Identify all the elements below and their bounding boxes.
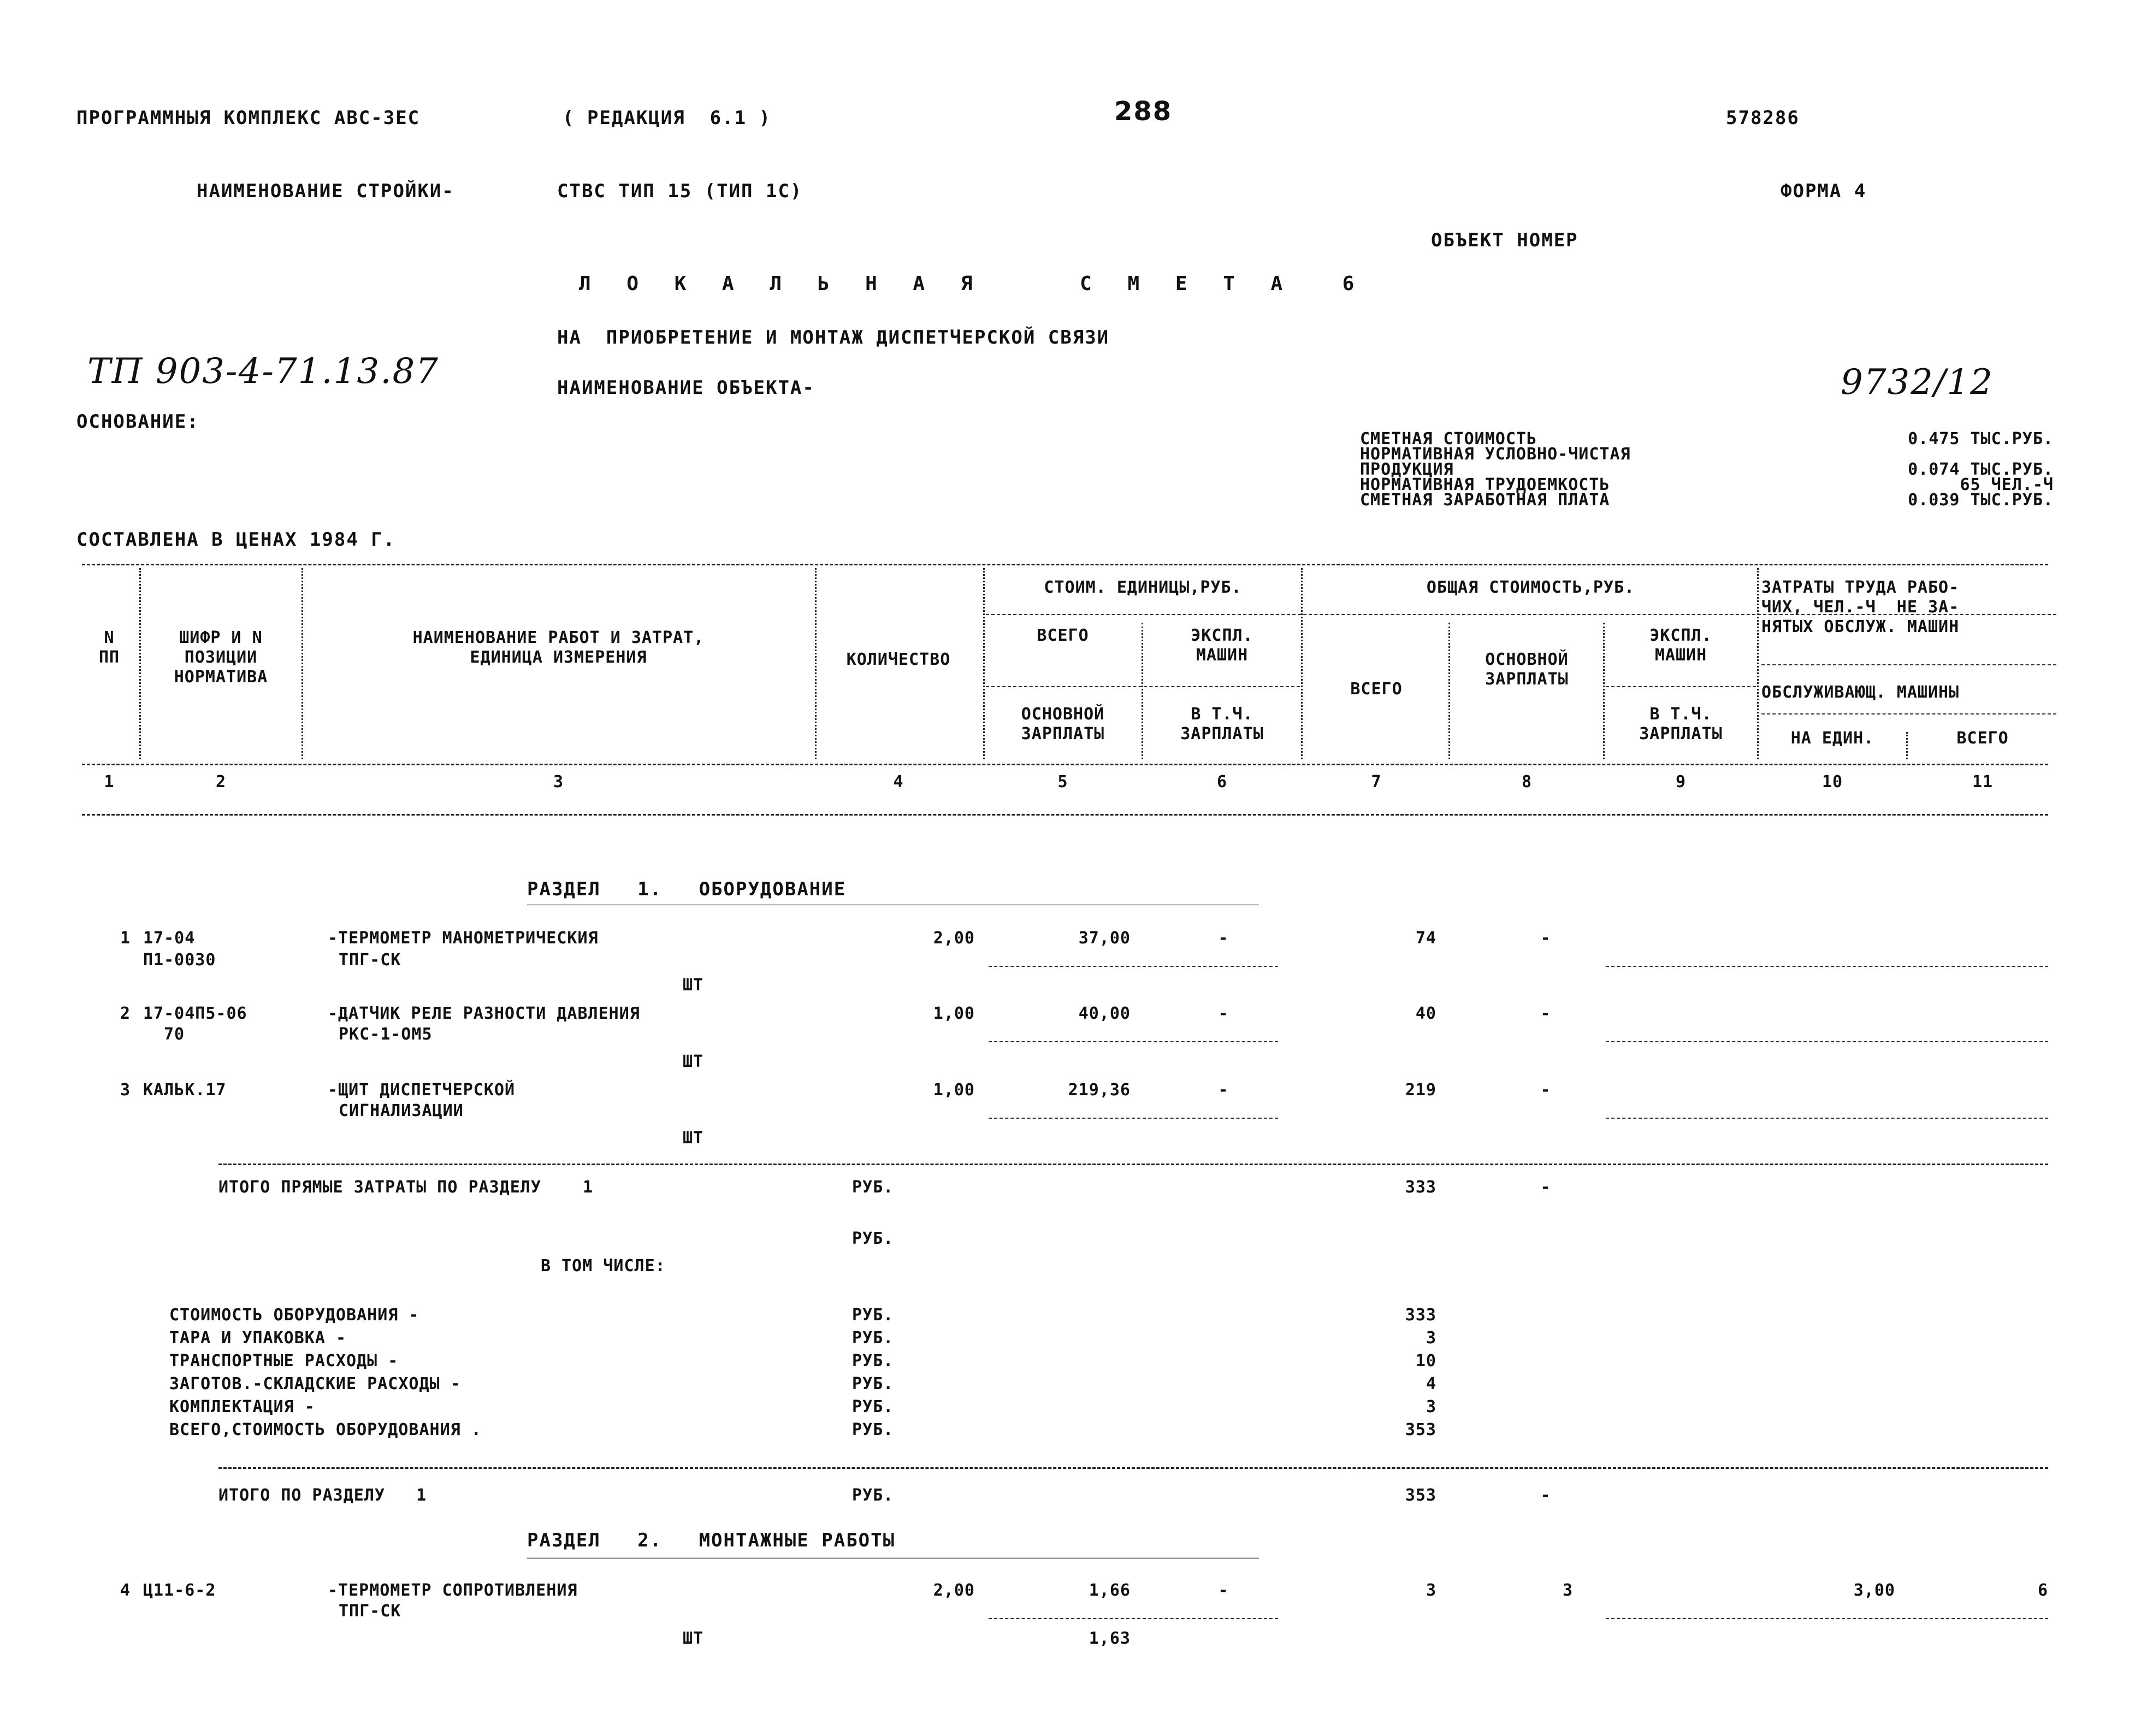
- summary-label: СМЕТНАЯ ЗАРАБОТНАЯ ПЛАТА: [1360, 491, 1610, 510]
- item-number: 4: [120, 1581, 131, 1600]
- summary-value: 0.475 ТЫС.РУБ.: [1908, 429, 2054, 448]
- col-number: 4: [893, 772, 904, 792]
- dash-value: -: [1540, 1486, 1551, 1505]
- breakdown-unit: РУБ.: [852, 1351, 894, 1371]
- header-ekspl: ЭКСПЛ. МАШИН: [1191, 626, 1253, 665]
- summary-value: 0.074 ТЫС.РУБ.: [1908, 460, 2054, 479]
- breakdown-label: ВСЕГО,СТОИМОСТЬ ОБОРУДОВАНИЯ .: [169, 1420, 482, 1439]
- col-divider: [139, 568, 141, 759]
- summary-label: СМЕТНАЯ СТОИМОСТЬ: [1360, 429, 1537, 448]
- row-rule: [1606, 1041, 2048, 1042]
- col-divider: [1301, 568, 1303, 759]
- row-rule: [989, 966, 1278, 967]
- item-total: 3: [1426, 1581, 1436, 1600]
- item-code: 17-04П5-06: [143, 1004, 247, 1023]
- item-code: Ц11-6-2: [143, 1581, 216, 1600]
- col-number: 1: [104, 772, 115, 792]
- item-price: 219,36: [1068, 1080, 1131, 1100]
- header-shifr: ШИФР И N ПОЗИЦИИ НОРМАТИВА: [174, 628, 268, 687]
- page-number: 288: [1114, 96, 1173, 127]
- header-total-vsego: ВСЕГО: [1350, 680, 1403, 699]
- row-rule: [989, 1618, 1278, 1619]
- header-total-ekspl: ЭКСПЛ. МАШИН: [1649, 626, 1712, 665]
- header-osn-zarp: ОСНОВНОЙ ЗАРПЛАТЫ: [1021, 705, 1105, 743]
- section1-total-label: ИТОГО ПО РАЗДЕЛУ 1: [218, 1486, 427, 1505]
- header-vt-zarp: В Т.Ч. ЗАРПЛАТЫ: [1180, 705, 1264, 743]
- header-qty: КОЛИЧЕСТВО: [846, 650, 951, 669]
- col-divider: [1603, 623, 1605, 759]
- item-ekspl: -: [1218, 1080, 1229, 1100]
- header-labor-vsego: ВСЕГО: [1956, 729, 2009, 748]
- breakdown-label: СТОИМОСТЬ ОБОРУДОВАНИЯ -: [169, 1306, 419, 1325]
- rub-unit: РУБ.: [852, 1229, 894, 1248]
- handwritten-project-code: ТП 903-4-71.13.87: [87, 351, 439, 392]
- col-number: 8: [1521, 772, 1533, 792]
- edition: ( РЕДАКЦИЯ 6.1 ): [563, 107, 771, 129]
- breakdown-list: [0, 1306, 2129, 1448]
- header-n: N ПП: [98, 628, 120, 667]
- breakdown-unit: РУБ.: [852, 1420, 894, 1439]
- item-price: 37,00: [1078, 929, 1131, 948]
- item-name2: РКС-1-ОМ5: [339, 1025, 433, 1044]
- section2-title: РАЗДЕЛ 2. МОНТАЖНЫЕ РАБОТЫ: [527, 1530, 896, 1551]
- stroika-name: СТВС ТИП 15 (ТИП 1С): [557, 180, 803, 202]
- rub-unit: РУБ.: [852, 1178, 894, 1197]
- summary-value: 0.039 ТЫС.РУБ.: [1908, 491, 2054, 510]
- osnovanie-label: ОСНОВАНИЕ:: [76, 411, 199, 433]
- item-ekspl: -: [1218, 1581, 1229, 1600]
- row-rule: [989, 1041, 1278, 1042]
- col-number: 3: [553, 772, 564, 792]
- column-numbers-row: [0, 772, 2129, 794]
- item-qty: 2,00: [933, 1581, 975, 1600]
- direct-costs-total: 333: [1405, 1178, 1436, 1197]
- header-total-vt: В Т.Ч. ЗАРПЛАТЫ: [1639, 705, 1723, 743]
- row-rule: [1606, 966, 2048, 967]
- item-unit: ШТ: [683, 976, 704, 995]
- dash-value: -: [1540, 1178, 1551, 1197]
- item-osn: -: [1540, 1080, 1551, 1100]
- document-title: Л О К А Л Ь Н А Я С М Е Т А 6: [579, 273, 1367, 295]
- col-number: 11: [1972, 772, 1994, 792]
- col-number: 6: [1216, 772, 1228, 792]
- row-rule: [1606, 1118, 2048, 1119]
- header-vsego: ВСЕГО: [1037, 626, 1089, 645]
- item-total: 74: [1415, 929, 1436, 948]
- header-name: НАИМЕНОВАНИЕ РАБОТ И ЗАТРАТ, ЕДИНИЦА ИЗМЕРЕНИЯ: [412, 628, 705, 667]
- rub-unit: РУБ.: [852, 1486, 894, 1505]
- item-qty: 2,00: [933, 929, 975, 948]
- col-number: 2: [215, 772, 227, 792]
- col-number: 9: [1675, 772, 1687, 792]
- item-osn: 3: [1562, 1581, 1573, 1600]
- breakdown-value: 3: [1426, 1328, 1436, 1348]
- item-price: 40,00: [1078, 1004, 1131, 1023]
- col-number: 5: [1057, 772, 1068, 792]
- breakdown-unit: РУБ.: [852, 1306, 894, 1325]
- direct-costs-label: ИТОГО ПРЯМЫЕ ЗАТРАТЫ ПО РАЗДЕЛУ 1: [218, 1178, 594, 1197]
- section1-underline: [527, 905, 1259, 906]
- object-number: ОБЪЕКТ НОМЕР: [1431, 229, 1578, 251]
- item-name2: СИГНАЛИЗАЦИИ: [339, 1101, 464, 1120]
- item-price: 1,66: [1089, 1581, 1131, 1600]
- handwritten-number: 9732/12: [1841, 362, 1994, 403]
- header-rule: [986, 686, 1300, 687]
- item-total: 40: [1415, 1004, 1436, 1023]
- item-number: 3: [120, 1080, 131, 1100]
- item-qty: 1,00: [933, 1004, 975, 1023]
- header-total-osn: ОСНОВНОЙ ЗАРПЛАТЫ: [1485, 650, 1569, 689]
- header-rule: [1761, 664, 2056, 665]
- col-number: 7: [1371, 772, 1382, 792]
- breakdown-label: ТАРА И УПАКОВКА -: [169, 1328, 347, 1348]
- labor-total: 6: [2037, 1581, 2048, 1600]
- breakdown-unit: РУБ.: [852, 1328, 894, 1348]
- item-osn: -: [1540, 1004, 1551, 1023]
- item-name: -ЩИТ ДИСПЕТЧЕРСКОЙ: [328, 1080, 516, 1100]
- forma-label: ФОРМА 4: [1781, 180, 1867, 202]
- header-unit-cost: СТОИМ. ЕДИНИЦЫ,РУБ.: [1044, 578, 1242, 597]
- document-subtitle: НА ПРИОБРЕТЕНИЕ И МОНТАЖ ДИСПЕТЧЕРСКОЙ СВЯЗИ: [557, 327, 1110, 349]
- col-divider: [1448, 623, 1450, 759]
- breakdown-value: 3: [1426, 1397, 1436, 1416]
- col-divider: [1142, 623, 1143, 759]
- document-code: 578286: [1726, 107, 1800, 129]
- breakdown-unit: РУБ.: [852, 1374, 894, 1393]
- prices-basis: СОСТАВЛЕНА В ЦЕНАХ 1984 Г.: [76, 529, 396, 551]
- item-unit: ШТ: [683, 1129, 704, 1148]
- item-code: КАЛЬК.17: [143, 1080, 227, 1100]
- breakdown-value: 353: [1405, 1420, 1436, 1439]
- labor-per-unit: 3,00: [1853, 1581, 1895, 1600]
- item-qty: 1,00: [933, 1080, 975, 1100]
- summary-value: 65 ЧЕЛ.-Ч: [1960, 475, 2054, 494]
- breakdown-label: КОМПЛЕКТАЦИЯ -: [169, 1397, 315, 1416]
- col-divider: [1906, 732, 1908, 759]
- breakdown-label: ТРАНСПОРТНЫЕ РАСХОДЫ -: [169, 1351, 399, 1371]
- item-code: 17-04: [143, 929, 196, 948]
- section-rule: [218, 1467, 2048, 1469]
- item-code2: П1-0030: [143, 950, 216, 970]
- item-number: 2: [120, 1004, 131, 1023]
- header-labor2: ОБСЛУЖИВАЮЩ. МАШИНЫ: [1761, 683, 1960, 702]
- breakdown-value: 10: [1415, 1351, 1436, 1371]
- item-unit: ШТ: [683, 1629, 704, 1648]
- v-tom-chisle-label: В ТОМ ЧИСЛЕ:: [541, 1256, 666, 1276]
- section1-title: РАЗДЕЛ 1. ОБОРУДОВАНИЕ: [527, 878, 847, 900]
- header-labor: ЗАТРАТЫ ТРУДА РАБО- ЧИХ, ЧЕЛ.-Ч НЕ ЗА- НЯТЫХ ОБСЛУЖ. МАШИН: [1761, 578, 1960, 636]
- col-divider: [983, 568, 985, 759]
- item-name: -ТЕРМОМЕТР СОПРОТИВЛЕНИЯ: [328, 1581, 578, 1600]
- header-rule: [1761, 713, 2056, 715]
- header-na-edin: НА ЕДИН.: [1790, 729, 1874, 748]
- item-name: -ДАТЧИК РЕЛЕ РАЗНОСТИ ДАВЛЕНИЯ: [328, 1004, 640, 1023]
- summary-label: НОРМАТИВНАЯ ТРУДОЕМКОСТЬ: [1360, 475, 1610, 494]
- breakdown-value: 4: [1426, 1374, 1436, 1393]
- table-top-rule: [82, 564, 2048, 565]
- item-number: 1: [120, 929, 131, 948]
- breakdown-label: ЗАГОТОВ.-СКЛАДСКИЕ РАСХОДЫ -: [169, 1374, 461, 1393]
- col-divider: [1757, 568, 1759, 759]
- section1-total-value: 353: [1405, 1486, 1436, 1505]
- item-name: -ТЕРМОМЕТР МАНОМЕТРИЧЕСКИЯ: [328, 929, 599, 948]
- item-osn: -: [1540, 929, 1551, 948]
- summary-block: [1360, 429, 2054, 510]
- breakdown-value: 333: [1405, 1306, 1436, 1325]
- breakdown-unit: РУБ.: [852, 1397, 894, 1416]
- row-rule: [989, 1118, 1278, 1119]
- col-divider: [301, 568, 303, 759]
- section-rule: [218, 1164, 2048, 1165]
- item-name2: ТПГ-СК: [339, 1602, 401, 1621]
- item-code2: 70: [164, 1025, 185, 1044]
- item-price-zarp: 1,63: [1089, 1629, 1131, 1648]
- header-end-rule: [82, 814, 2048, 816]
- header-total-cost: ОБЩАЯ СТОИМОСТЬ,РУБ.: [1426, 578, 1635, 597]
- object-name-label: НАИМЕНОВАНИЕ ОБЪЕКТА-: [557, 377, 815, 399]
- stroika-label: НАИМЕНОВАНИЕ СТРОЙКИ-: [197, 180, 454, 202]
- row-rule: [1606, 1618, 2048, 1619]
- program-name: ПРОГРАММНЫЯ КОМПЛЕКС АВС-ЗЕС: [76, 107, 421, 129]
- header-rule: [1606, 686, 1756, 687]
- col-number: 10: [1822, 772, 1843, 792]
- summary-label: ПРОДУКЦИЯ: [1360, 460, 1454, 479]
- summary-label: НОРМАТИВНАЯ УСЛОВНО-ЧИСТАЯ: [1360, 445, 1631, 464]
- section2-underline: [527, 1557, 1259, 1558]
- header-bottom-rule: [82, 764, 2048, 765]
- item-total: 219: [1405, 1080, 1436, 1100]
- item-ekspl: -: [1218, 1004, 1229, 1023]
- item-ekspl: -: [1218, 929, 1229, 948]
- item-name2: ТПГ-СК: [339, 950, 401, 970]
- item-unit: ШТ: [683, 1052, 704, 1071]
